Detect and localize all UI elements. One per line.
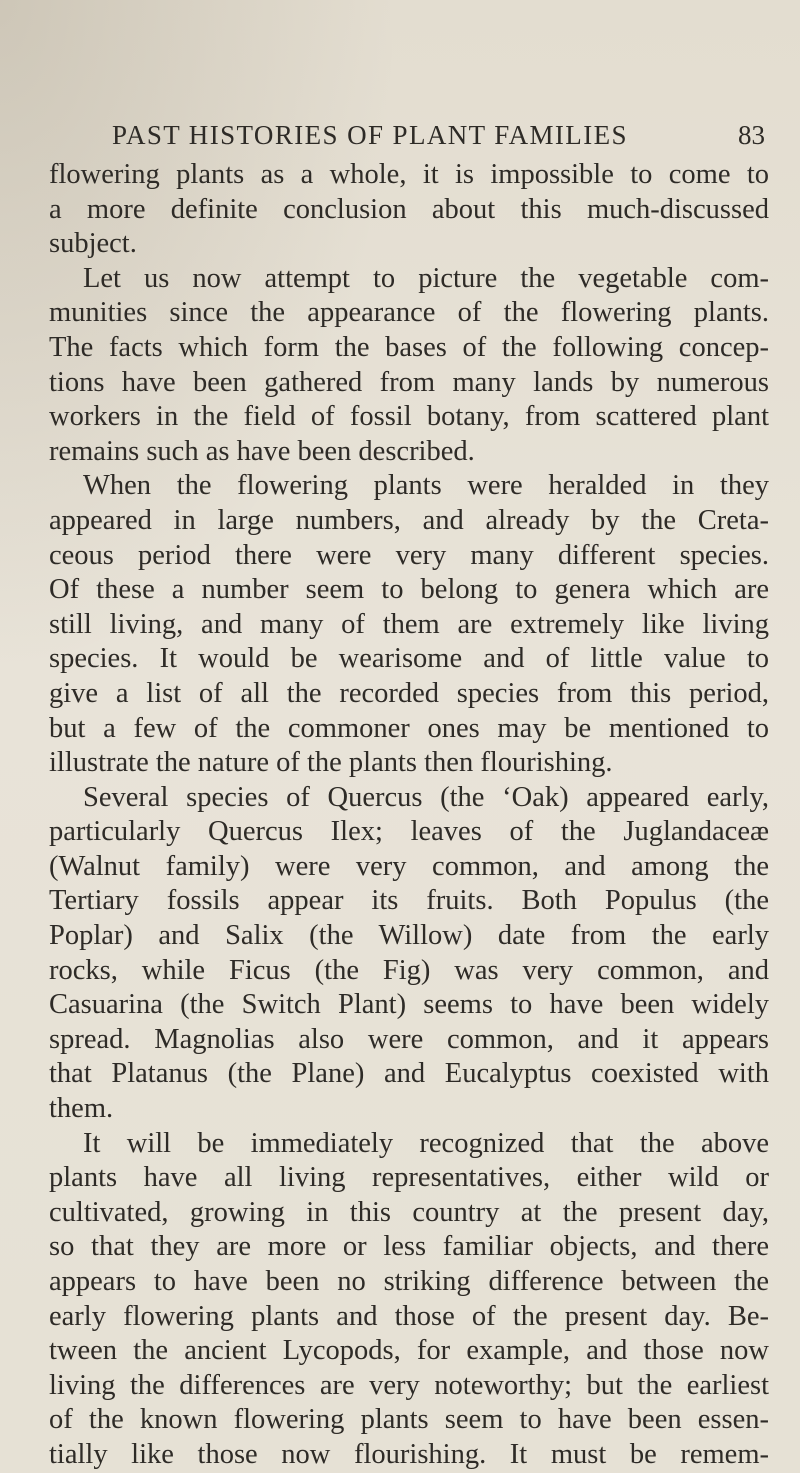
text-line: tions have been gathered from many lands by numerous (49, 366, 769, 398)
text-line: When the flowering plants were heralded in they (83, 470, 769, 502)
running-head (0, 118, 800, 152)
text-line: It will be immediately recognized that the above (83, 1127, 769, 1159)
text-line: Tertiary fossils appear its fruits. Both Populus (the (49, 885, 769, 917)
text-line: cultivated, growing in this country at the present day, (49, 1196, 769, 1228)
text-line: living the differences are very noteworthy; but the earliest (49, 1369, 769, 1401)
text-line: ceous period there were very many different species. (49, 539, 769, 571)
text-line: species. It would be wearisome and of little value to (49, 643, 769, 675)
text-line: but a few of the commoner ones may be mentioned to (49, 712, 769, 744)
body-text (49, 158, 769, 1473)
text-line: Of these a number seem to belong to genera which are (49, 574, 769, 606)
page-number: 83 (738, 120, 765, 150)
text-line: (Walnut family) were very common, and among the (49, 850, 769, 882)
running-title: PAST HISTORIES OF PLANT FAMILIES (112, 120, 628, 150)
text-line: appeared in large numbers, and already by the Creta- (49, 504, 769, 536)
text-line: plants have all living representatives, either wild or (49, 1162, 769, 1194)
text-line: give a list of all the recorded species from this period, (49, 677, 769, 709)
text-line: appears to have been no striking difference between the (49, 1266, 769, 1297)
text-line: flowering plants as a whole, it is impossible to come to (49, 159, 769, 190)
text-line: of the known flowering plants seem to have been essen- (49, 1404, 769, 1436)
text-line: subject. (49, 228, 137, 260)
text-line: still living, and many of them are extremely like living (49, 608, 769, 640)
text-line: remains such as have been described. (49, 435, 475, 467)
text-line: a more definite conclusion about this much-discussed (49, 193, 769, 225)
text-line: munities since the appearance of the flowering plants. (49, 297, 769, 329)
text-line: them. (49, 1093, 114, 1125)
text-line: so that they are more or less familiar objects, and there (49, 1231, 769, 1263)
text-line: early flowering plants and those of the present day. Be- (49, 1300, 769, 1332)
text-line: that Platanus (the Plane) and Eucalyptus coexisted with (49, 1058, 769, 1090)
text-line: The facts which form the bases of the following concep- (49, 331, 769, 363)
text-line: tween the ancient Lycopods, for example, and those now (49, 1335, 769, 1367)
text-line: rocks, while Ficus (the Fig) was very common, and (49, 954, 769, 986)
text-line: illustrate the nature of the plants then flourishing. (49, 747, 613, 779)
text-line: workers in the field of fossil botany, from scattered plant (49, 401, 769, 433)
text-line: spread. Magnolias also were common, and it appears (49, 1023, 769, 1055)
text-line: Let us now attempt to picture the vegetable com- (83, 262, 769, 294)
text-line: Several species of Quercus (the ‘Oak) appeared early, (83, 781, 769, 813)
text-line: Poplar) and Salix (the Willow) date from the early (49, 920, 769, 952)
text-line: tially like those now flourishing. It must be remem- (49, 1438, 769, 1470)
text-line: particularly Quercus Ilex; leaves of the Juglandaceæ (49, 816, 769, 848)
text-line: Casuarina (the Switch Plant) seems to have been widely (49, 989, 769, 1021)
